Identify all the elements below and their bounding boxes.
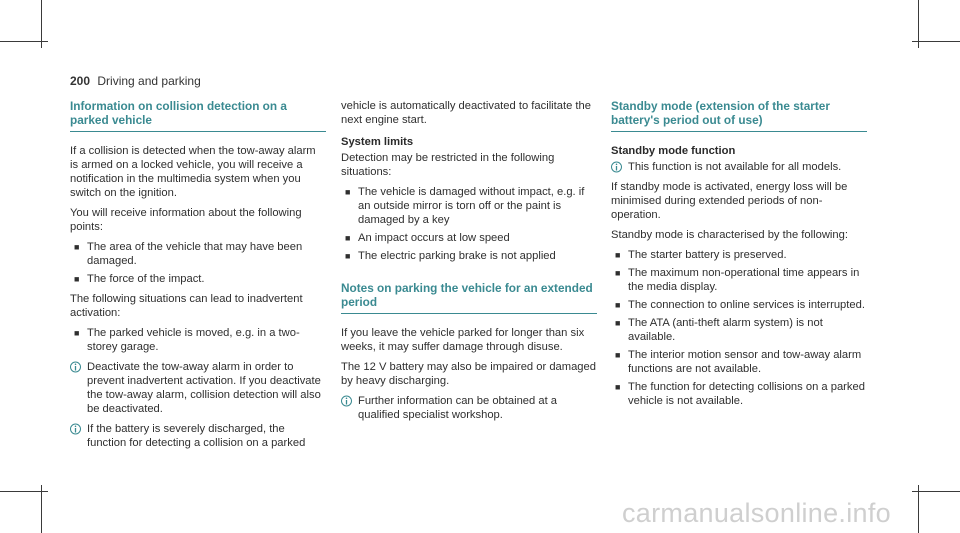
paragraph: The 12 V battery may also be impaired or damaged by heavy discharging. — [341, 361, 596, 387]
bullet-icon: ■ — [74, 328, 80, 338]
note-text: Further information can be obtained at a qualified specialist workshop. — [358, 395, 558, 421]
paragraph: You will receive information about the following points: — [70, 207, 302, 233]
list-item: ■ The electric parking brake is not applied — [345, 250, 556, 262]
paragraph: vehicle is automatically deactivated to facilitate the next engine start. — [341, 100, 591, 126]
list-item: ■ The maximum non-operational time appears in the media display. — [615, 267, 860, 293]
paragraph: Standby mode is characterised by the following: — [611, 229, 848, 241]
paragraph: The following situations can lead to inadvertent activation: — [70, 293, 303, 319]
note-text: Deactivate the tow-away alarm in order to prevent inadvertent activation. If you deactivate the tow-away alarm, collision detection will also be deactivated. — [87, 361, 321, 415]
crop-mark-br-v — [918, 485, 919, 533]
crop-mark-bl-h — [0, 491, 48, 492]
crop-mark-br-h — [912, 491, 960, 492]
list-item: ■ The vehicle is damaged without impact, e.g. if an outside mirror is torn off or the paint is damaged by a key — [345, 186, 585, 226]
list-item: ■ The function for detecting collisions on a parked vehicle is not available. — [615, 381, 865, 407]
bullet-icon: ■ — [615, 318, 621, 328]
watermark-text: carmanualsonline.info — [622, 498, 891, 528]
heading-system-limits: System limits — [341, 136, 414, 148]
paragraph: If you leave the vehicle parked for longer than six weeks, it may suffer damage through disuse. — [341, 327, 585, 353]
bullet-list — [70, 240, 326, 286]
paragraph: If a collision is detected when the tow-away alarm is armed on a locked vehicle, you will receive a notification in the multimedia system when you switch on the ignition. — [70, 145, 316, 199]
heading-collision-detection: Information on collision detection on a parked vehicle — [70, 99, 326, 132]
list-item: ■ The connection to online services is interrupted. — [615, 299, 865, 311]
bullet-list — [341, 185, 597, 263]
page-header — [70, 74, 201, 88]
column-3 — [611, 99, 867, 414]
note — [70, 422, 326, 450]
bullet-icon: ■ — [345, 251, 351, 261]
info-note-icon — [70, 423, 81, 435]
spacer — [341, 269, 597, 281]
bullet-icon: ■ — [615, 382, 621, 392]
page-number: 200 — [70, 74, 91, 88]
note-text: This function is not available for all models. — [628, 161, 842, 173]
bullet-list — [70, 326, 326, 354]
bullet-icon: ■ — [615, 300, 621, 310]
heading-extended-parking: Notes on parking the vehicle for an extended period — [341, 281, 597, 314]
info-note-icon — [611, 161, 622, 173]
bullet-icon: ■ — [345, 187, 351, 197]
list-item: ■ The force of the impact. — [74, 273, 205, 285]
bullet-icon: ■ — [615, 268, 621, 278]
info-note-icon — [70, 361, 81, 373]
list-item: ■ The area of the vehicle that may have been damaged. — [74, 241, 303, 267]
list-item: ■ An impact occurs at low speed — [345, 232, 510, 244]
bullet-list — [611, 248, 867, 408]
list-item: ■ The parked vehicle is moved, e.g. in a two-storey garage. — [74, 327, 300, 353]
heading-standby-mode: Standby mode (extension of the starter battery's period out of use) — [611, 99, 867, 132]
column-2 — [341, 99, 597, 428]
column-1 — [70, 99, 326, 456]
bullet-icon: ■ — [74, 274, 80, 284]
list-item: ■ The interior motion sensor and tow-away alarm functions are not available. — [615, 349, 862, 375]
note — [70, 360, 326, 416]
list-item: ■ The starter battery is preserved. — [615, 249, 787, 261]
paragraph: If standby mode is activated, energy loss will be minimised during extended periods of non-operation. — [611, 181, 848, 221]
crop-mark-bl-v — [41, 485, 42, 533]
info-note-icon — [341, 395, 352, 407]
crop-mark-tr-h — [912, 41, 960, 42]
note-text: If the battery is severely discharged, the function for detecting a collision on a parked — [87, 423, 306, 449]
section-title: Driving and parking — [97, 74, 201, 88]
bullet-icon: ■ — [345, 233, 351, 243]
list-item: ■ The ATA (anti-theft alarm system) is not available. — [615, 317, 823, 343]
bullet-icon: ■ — [615, 250, 621, 260]
note — [611, 160, 867, 174]
subheading-standby-function: Standby mode function — [611, 145, 736, 157]
bullet-icon: ■ — [74, 242, 80, 252]
crop-mark-tl-h — [0, 41, 48, 42]
bullet-icon: ■ — [615, 350, 621, 360]
note — [341, 394, 597, 422]
paragraph: Detection may be restricted in the following situations: — [341, 152, 555, 178]
